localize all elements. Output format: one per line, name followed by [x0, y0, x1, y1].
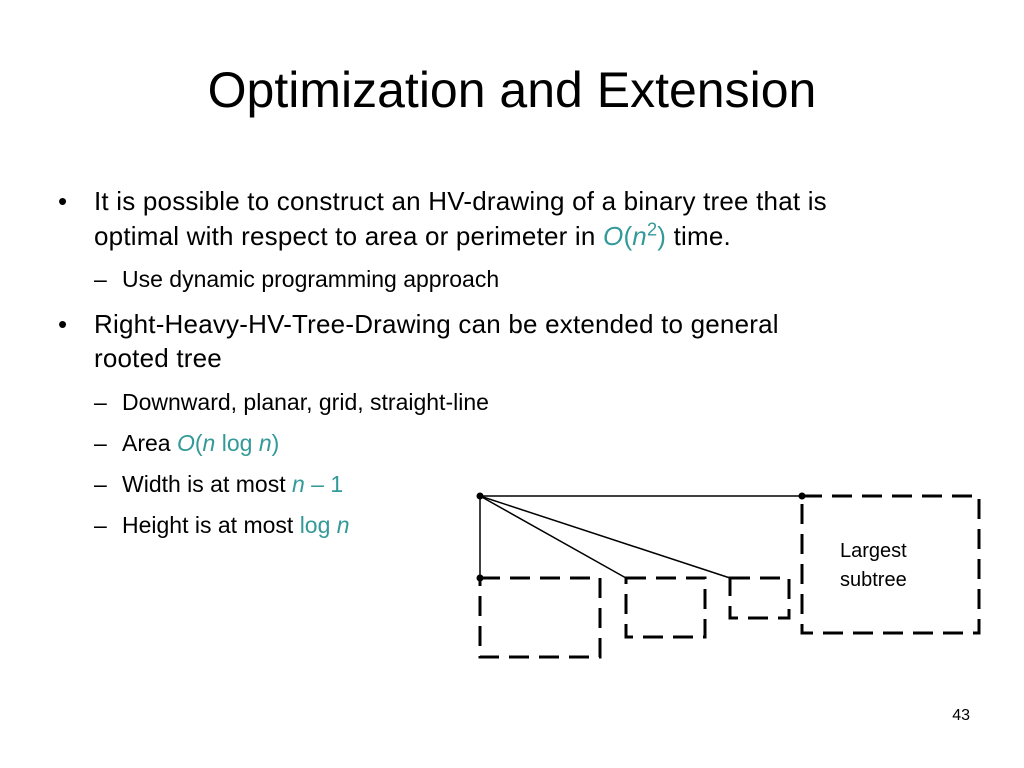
bullet-1-line-2: optimal with respect to area or perimeter in $O(n^2)$ time. [94, 219, 731, 251]
subtree-box-2 [626, 578, 705, 637]
slide-title: Optimization and Extension [207, 62, 817, 118]
subtree-box-1 [480, 578, 600, 657]
root-node [477, 493, 484, 500]
largest-subtree-root-node [799, 493, 806, 500]
big-o-symbol: O [603, 221, 624, 251]
dash-marker: – [94, 389, 107, 415]
bullet-1-line-1: It is possible to construct an HV-drawing of a binary tree that is [94, 186, 827, 216]
page-number: 43 [952, 707, 970, 724]
subtree-box-3 [730, 578, 789, 618]
largest-subtree-label: Largest subtree [840, 540, 907, 591]
bullet-2-line-1: Right-Heavy-HV-Tree-Drawing can be extended to general [94, 309, 779, 339]
dash-marker: – [94, 430, 107, 456]
dash-marker: – [94, 266, 107, 292]
bullet-2-line-2: rooted tree [94, 343, 222, 373]
dash-marker: – [94, 512, 107, 538]
dash-marker: – [94, 471, 107, 497]
child-node-1 [477, 575, 484, 582]
bullet-marker: • [58, 186, 68, 216]
bullet-marker: • [58, 309, 68, 339]
